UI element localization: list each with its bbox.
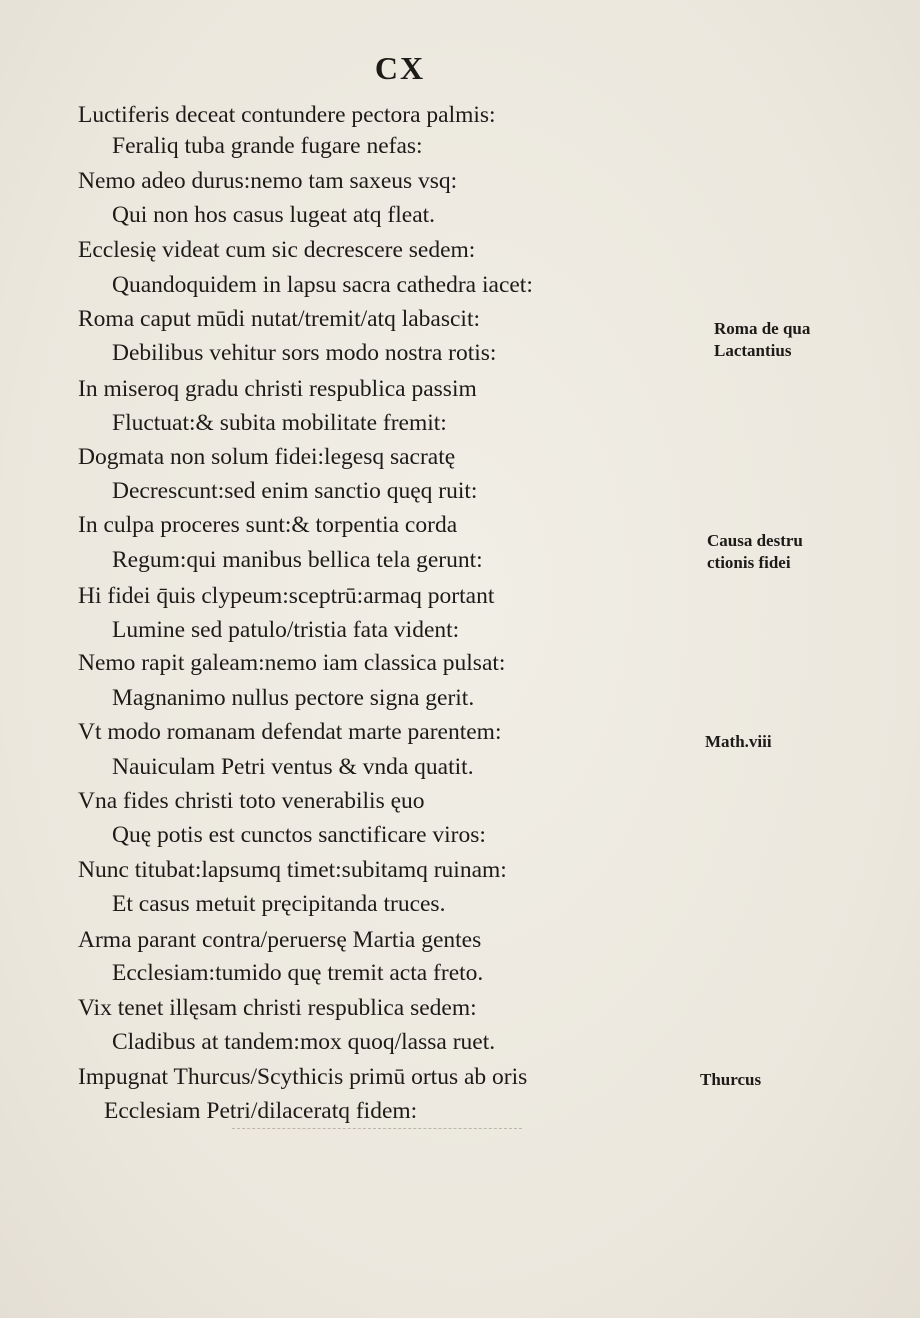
verse-line: Ecclesiam:tumido quę tremit acta freto.	[112, 960, 484, 986]
verse-line: Ecclesię videat cum sic decrescere sedem:	[78, 237, 476, 263]
marginal-note: Roma de qua Lactantius	[714, 319, 811, 360]
verse-line: Vix tenet illęsam christi respublica sedem:	[78, 995, 477, 1021]
verse-line: Fluctuat:& subita mobilitate fremit:	[112, 410, 447, 436]
verse-line: Quandoquidem in lapsu sacra cathedra iacet:	[112, 272, 533, 298]
verse-line: Nunc titubat:lapsumq timet:subitamq ruinam:	[78, 857, 507, 883]
verse-line: Nemo rapit galeam:nemo iam classica pulsat:	[78, 650, 506, 676]
verse-line: Roma caput mūdi nutat/tremit/atq labascit:	[78, 306, 481, 332]
verse-line: Dogmata non solum fidei:legesq sacratę	[78, 444, 456, 470]
verse-line: Feraliq tuba grande fugare nefas:	[112, 133, 423, 159]
verse-line: Vna fides christi toto venerabilis ęuo	[78, 788, 425, 814]
verse-line: Regum:qui manibus bellica tela gerunt:	[112, 547, 483, 573]
verse-line: Qui non hos casus lugeat atq fleat.	[112, 202, 436, 228]
verse-line: Nemo adeo durus:nemo tam saxeus vsq:	[78, 168, 458, 194]
verse-line: Quę potis est cunctos sanctificare viros:	[112, 822, 486, 848]
verse-line: Et casus metuit pręcipitanda truces.	[112, 891, 446, 917]
verse-line: Lumine sed patulo/tristia fata vident:	[112, 617, 460, 643]
marginal-note: Causa destru ctionis fidei	[707, 531, 803, 572]
verse-line: Luctiferis deceat contundere pectora palmis:	[78, 102, 496, 128]
verse-line: Debilibus vehitur sors modo nostra rotis:	[112, 340, 497, 366]
verse-line: In miseroq gradu christi respublica passim	[78, 376, 477, 402]
verse-line: Nauiculam Petri ventus & vnda quatit.	[112, 754, 474, 780]
verse-line: Hi fidei q̄uis clypeum:sceptrū:armaq portant	[78, 583, 495, 609]
folio-number: CX	[374, 50, 426, 86]
marginal-note: Thurcus	[700, 1070, 762, 1089]
verse-line: Decrescunt:sed enim sanctio quęq ruit:	[112, 478, 478, 504]
verse-line: Arma parant contra/peruersę Martia gentes	[78, 927, 482, 953]
verse-line: Impugnat Thurcus/Scythicis primū ortus ab oris	[78, 1064, 528, 1090]
verse-line: Cladibus at tandem:mox quoq/lassa ruet.	[112, 1029, 496, 1055]
verse-line: Magnanimo nullus pectore signa gerit.	[112, 685, 475, 711]
verse-line: Ecclesiam Petri/dilaceratq fidem:	[104, 1098, 418, 1124]
marginal-note: Math.viii	[705, 732, 772, 751]
catchword-rule	[232, 1128, 522, 1130]
verse-line: Vt modo romanam defendat marte parentem:	[78, 719, 502, 745]
verse-line: In culpa proceres sunt:& torpentia corda	[78, 512, 458, 538]
